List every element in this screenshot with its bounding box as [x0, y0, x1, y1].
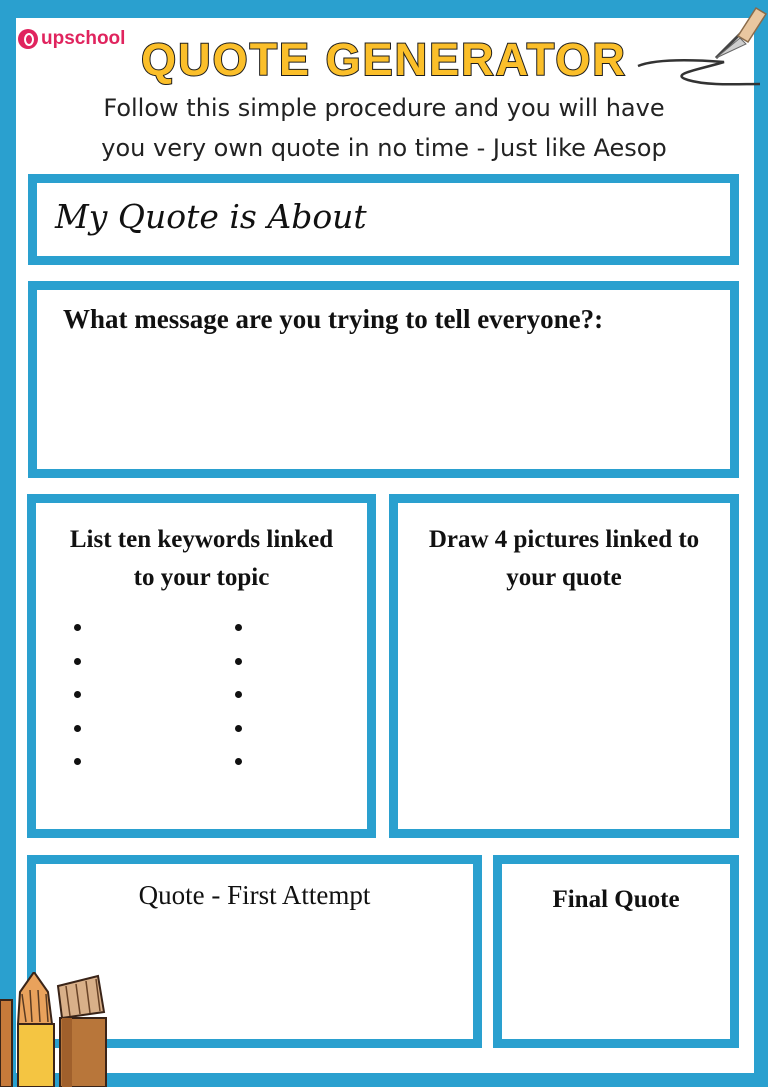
page-title: QUOTE GENERATOR [141, 34, 627, 85]
keywords-heading-line-2: to your topic [133, 564, 270, 591]
final-quote-heading: Final Quote [552, 886, 680, 913]
subtitle-line-2: you very own quote in no time - Just like Aesop [101, 134, 667, 162]
keyword-bullets-column-1 [74, 624, 81, 765]
brand-name: upschool [41, 28, 126, 49]
first-attempt-heading: Quote - First Attempt [138, 880, 371, 910]
pictures-heading-line-1: Draw 4 pictures linked to [428, 526, 700, 553]
keywords-heading [46, 521, 357, 597]
quote-about-box[interactable] [28, 174, 739, 265]
message-heading: What message are you trying to tell everyone?: [63, 304, 604, 334]
quote-about-label: My Quote is About [55, 197, 367, 236]
bullet-icon [74, 691, 81, 698]
bullet-icon [74, 758, 81, 765]
pictures-heading-line-2: your quote [506, 564, 622, 591]
pictures-heading [408, 521, 720, 597]
pencils-icon [0, 972, 130, 1087]
pictures-box[interactable] [389, 494, 739, 838]
bullet-icon [235, 658, 242, 665]
subtitle-line-1: Follow this simple procedure and you will have [103, 94, 665, 122]
bullet-icon [235, 624, 242, 631]
bullet-icon [74, 725, 81, 732]
bullet-icon [74, 624, 81, 631]
final-quote-box[interactable] [493, 855, 739, 1048]
bullet-icon [235, 758, 242, 765]
keywords-heading-line-1: List ten keywords linked [69, 526, 334, 553]
page-subtitle [60, 88, 708, 168]
bullet-icon [235, 691, 242, 698]
keywords-box[interactable] [27, 494, 376, 838]
bullet-icon [74, 658, 81, 665]
keyword-bullets-column-2 [235, 624, 242, 765]
message-box[interactable] [28, 281, 739, 478]
bullet-icon [235, 725, 242, 732]
